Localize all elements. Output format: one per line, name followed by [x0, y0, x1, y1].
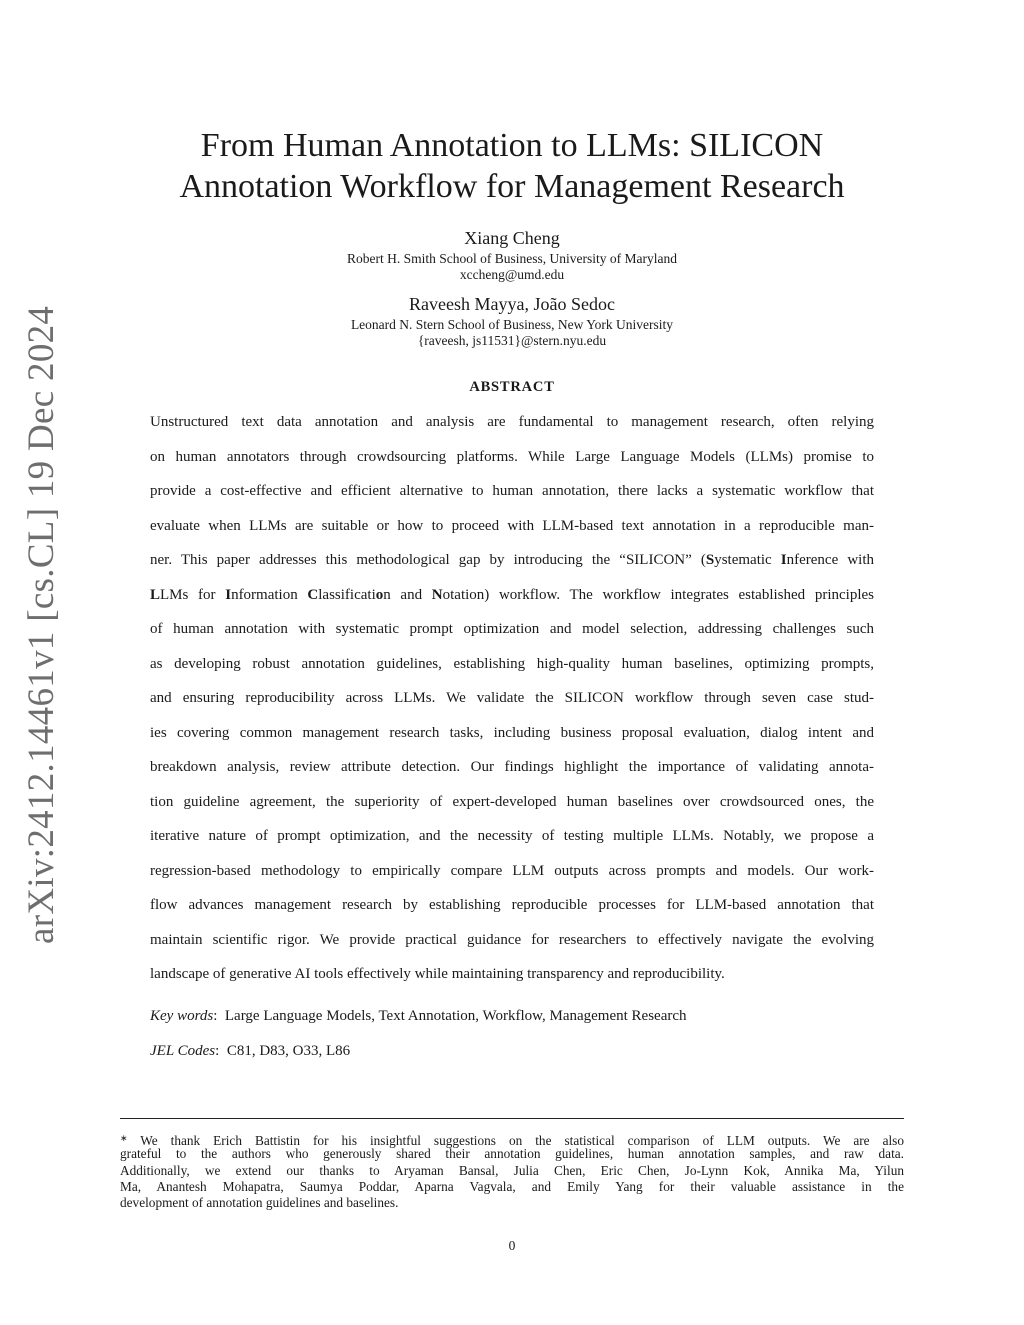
abstract-line: of human annotation with systematic prompt optimization and model selection, addressing challenges such	[150, 621, 874, 637]
abstract-line: and ensuring reproducibility across LLMs. We validate the SILICON workflow through seven case stud-	[150, 690, 874, 706]
title-line-2: Annotation Workflow for Management Research	[179, 168, 845, 205]
title-line-1: From Human Annotation to LLMs: SILICON	[200, 127, 824, 164]
abstract-line: Unstructured text data annotation and analysis are fundamental to management research, often relying	[150, 414, 874, 430]
abstract-line-acronym-1: ner. This paper addresses this methodological gap by introducing the “SILICON” (Systematic Inference with	[150, 552, 875, 568]
abstract-body	[150, 405, 874, 992]
footnote-line: Ma, Anantesh Mohapatra, Saumya Poddar, Aparna Vagvala, and Emily Yang for their valuable assistance in the	[120, 1178, 904, 1194]
arxiv-identifier-stamp: arXiv:2412.14461v1 [cs.CL] 19 Dec 2024	[21, 305, 62, 944]
footnote-divider	[120, 1118, 904, 1119]
abstract-line: evaluate when LLMs are suitable or how to proceed with LLM-based text annotation in a reproducible man-	[150, 517, 874, 534]
keywords-separator: :	[213, 1008, 218, 1024]
paper-title	[120, 125, 904, 207]
abstract-line-acronym-2: LLMs for Information Classification and Notation) workflow. The workflow integrates established principles	[150, 586, 874, 603]
footnote-line: ∗ We thank Erich Battistin for his insightful suggestions on the statistical comparison of LLM outputs. We are also	[120, 1133, 904, 1148]
keywords-value: Large Language Models, Text Annotation, Workflow, Management Research	[224, 1008, 687, 1024]
abstract-line: maintain scientific rigor. We provide practical guidance for researchers to effectively navigate the evolving	[150, 931, 874, 948]
footnote-line: development of annotation guidelines and baselines.	[120, 1195, 399, 1211]
keywords-label: Key words	[150, 1008, 214, 1024]
abstract-line: regression-based methodology to empirically compare LLM outputs across prompts and models. Our work-	[150, 862, 874, 879]
abstract-line: ies covering common management research tasks, including business proposal evaluation, dialog intent and	[150, 724, 874, 741]
abstract-line: landscape of generative AI tools effectively while maintaining transparency and reproducibility.	[150, 966, 725, 982]
footnote	[120, 1130, 904, 1211]
abstract-line: on human annotators through crowdsourcing platforms. While Large Language Models (LLMs) promise to	[150, 448, 874, 465]
abstract-heading: ABSTRACT	[469, 379, 555, 395]
author-email-1: xccheng@umd.edu	[459, 267, 565, 282]
footnote-line: Additionally, we extend our thanks to Aryaman Bansal, Julia Chen, Eric Chen, Jo-Lynn Kok, Annika Ma, Yilun	[120, 1162, 904, 1178]
jel-codes-value: C81, D83, O33, L86	[226, 1043, 351, 1059]
abstract-line: as developing robust annotation guidelines, establishing high-quality human baselines, optimizing prompts,	[150, 655, 874, 672]
author-names-2: Raveesh Mayya, João Sedoc	[409, 294, 615, 314]
author-email-2: {raveesh, js11531}@stern.nyu.edu	[417, 333, 607, 348]
author-affiliation-1: Robert H. Smith School of Business, University of Maryland	[347, 251, 677, 266]
keywords	[150, 1008, 874, 1025]
abstract-line: tion guideline agreement, the superiority of expert-developed human baselines over crowdsourced ones, the	[150, 793, 874, 810]
author-affiliation-2: Leonard N. Stern School of Business, New York University	[350, 317, 674, 332]
abstract-line: flow advances management research by establishing reproducible processes for LLM-based annotation that	[150, 897, 874, 913]
abstract-line: iterative nature of prompt optimization, and the necessity of testing multiple LLMs. Notably, we propose a	[150, 828, 874, 844]
jel-codes	[150, 1043, 874, 1060]
abstract-line: provide a cost-effective and efficient alternative to human annotation, there lacks a systematic workflow that	[150, 483, 874, 499]
footnote-marker: ∗	[120, 1133, 128, 1143]
footnote-line: grateful to the authors who generously shared their annotation guidelines, human annotation samples, and raw data.	[120, 1146, 904, 1162]
author-names-1: Xiang Cheng	[464, 228, 560, 248]
jel-codes-separator: :	[215, 1043, 220, 1059]
abstract-line: breakdown analysis, review attribute detection. Our findings highlight the importance of validating annota-	[150, 759, 874, 775]
jel-codes-label: JEL Codes	[150, 1043, 216, 1059]
page-number: 0	[508, 1238, 516, 1253]
